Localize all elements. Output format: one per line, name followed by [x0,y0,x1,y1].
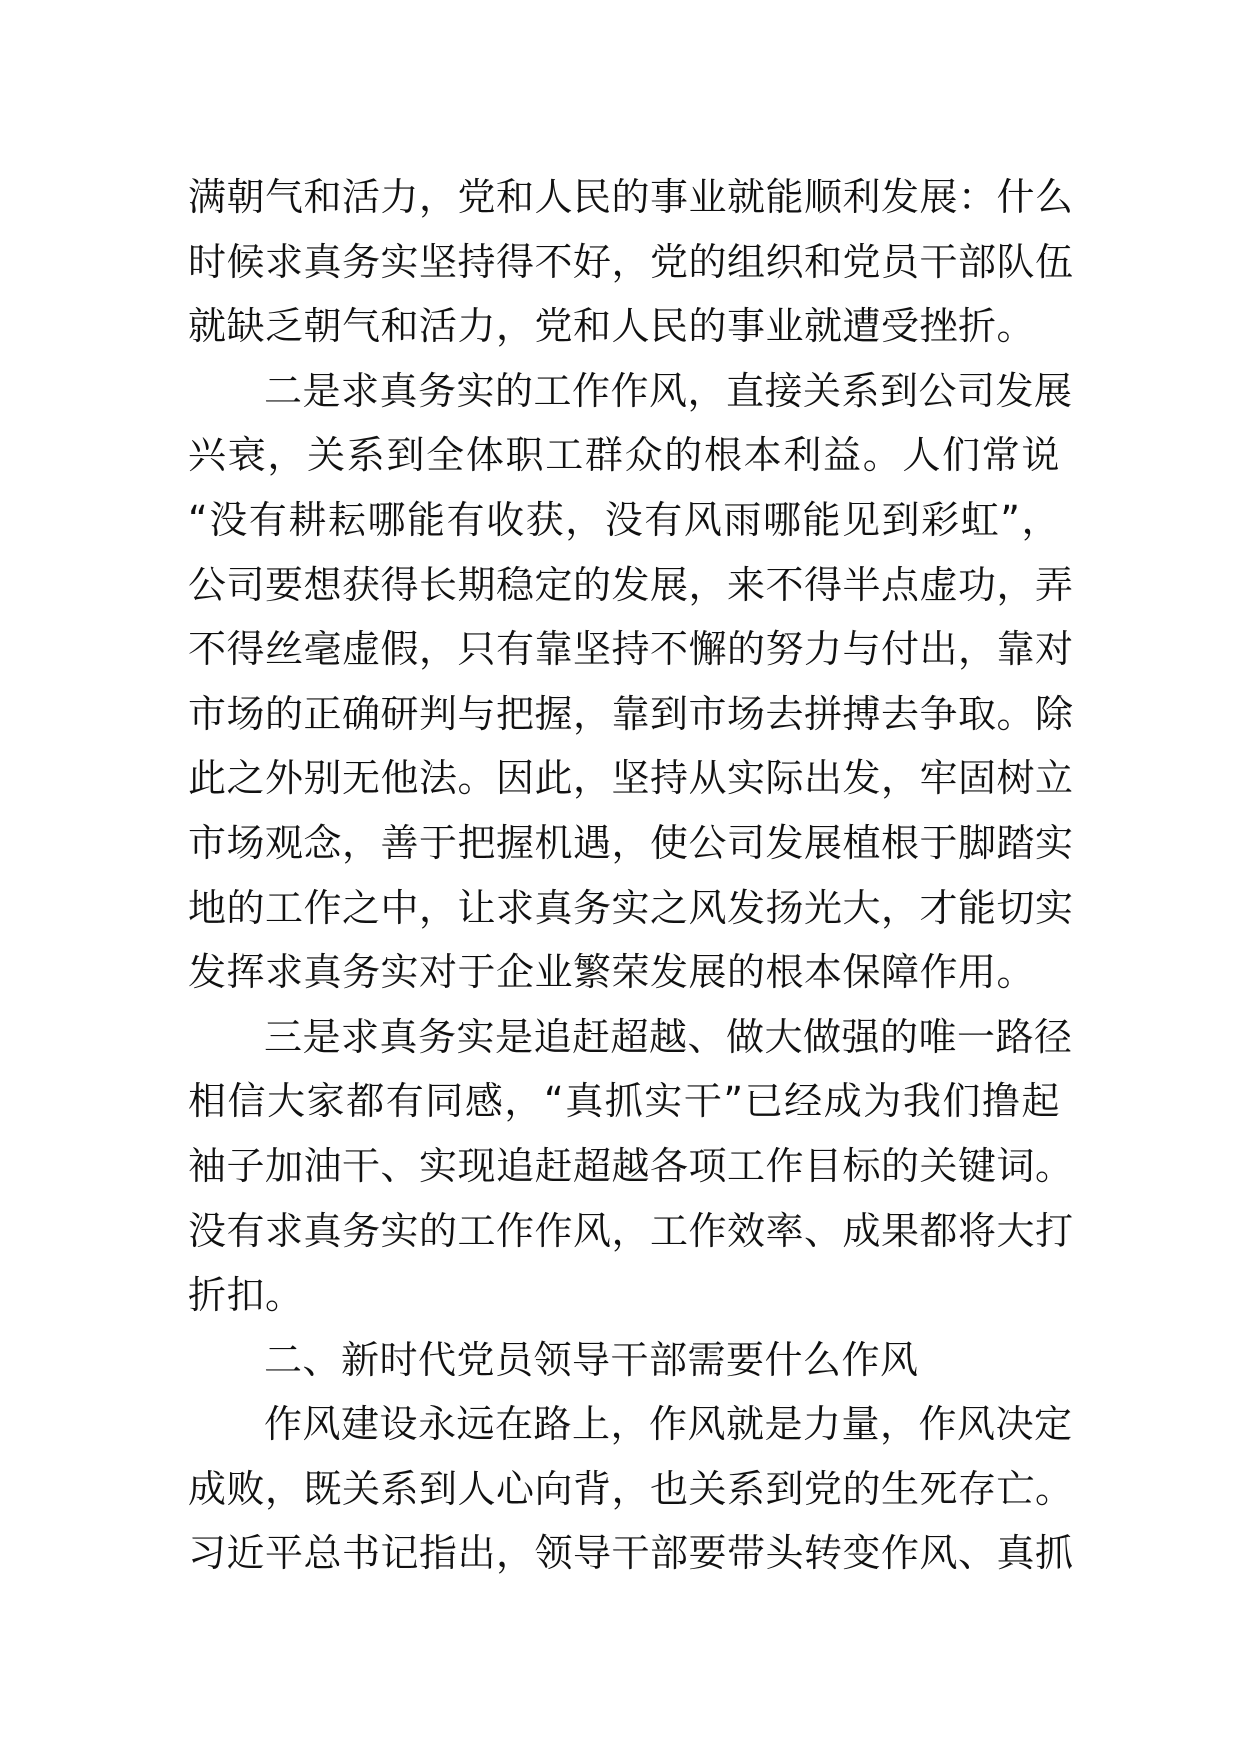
text-line-17: 没有求真务实的工作作风，工作效率、成果都将大打 [188,1208,1074,1253]
text-line-8: 不得丝毫虚假，只有靠坚持不懈的努力与付出，靠对 [188,627,1074,672]
text-line-16: 袖子加油干、实现追赶超越各项工作目标的关键词。 [188,1143,1074,1188]
text-line-1: 满朝气和活力，党和人民的事业就能顺利发展：什么 [188,175,1074,219]
document-body [188,165,1074,1586]
text-line-7: 公司要想获得长期稳定的发展，来不得半点虚功，弄 [188,562,1074,607]
text-line-9: 市场的正确研判与把握，靠到市场去拼搏去争取。除 [188,691,1074,736]
text-line-5: 兴衰，关系到全体职工群众的根本利益。人们常说 [188,433,1060,478]
paragraph-3-start: 三是求真务实是追赶超越、做大做强的唯一路径 [264,1014,1073,1059]
text-line-22: 习近平总书记指出，领导干部要带头转变作风、真抓 [188,1531,1074,1576]
text-line-18: 折扣。 [188,1273,304,1318]
text-line-21: 成败，既关系到人心向背，也关系到党的生死存亡。 [188,1466,1074,1511]
text-line-15: 相信大家都有同感，“真抓实干”已经成为我们撸起 [188,1079,1060,1124]
text-line-3: 就缺乏朝气和活力，党和人民的事业就遭受挫折。 [188,304,1036,349]
text-line-2: 时候求真务实坚持得不好，党的组织和党员干部队伍 [188,239,1074,284]
text-line-12: 地的工作之中，让求真务实之风发扬光大，才能切实 [188,885,1074,930]
text-line-11: 市场观念，善于把握机遇，使公司发展植根于脚踏实 [188,820,1074,865]
paragraph-4-start: 作风建设永远在路上，作风就是力量，作风决定 [264,1402,1073,1447]
paragraph-2-start: 二是求真务实的工作作风，直接关系到公司发展 [264,368,1073,413]
text-line-6: “没有耕耘哪能有收获，没有风雨哪能见到彩虹”， [188,497,1060,542]
text-line-13: 发挥求真务实对于企业繁荣发展的根本保障作用。 [188,950,1036,995]
text-line-10: 此之外别无他法。因此，坚持从实际出发，牢固树立 [188,756,1074,801]
section-heading: 二、新时代党员领导干部需要什么作风 [264,1337,919,1382]
